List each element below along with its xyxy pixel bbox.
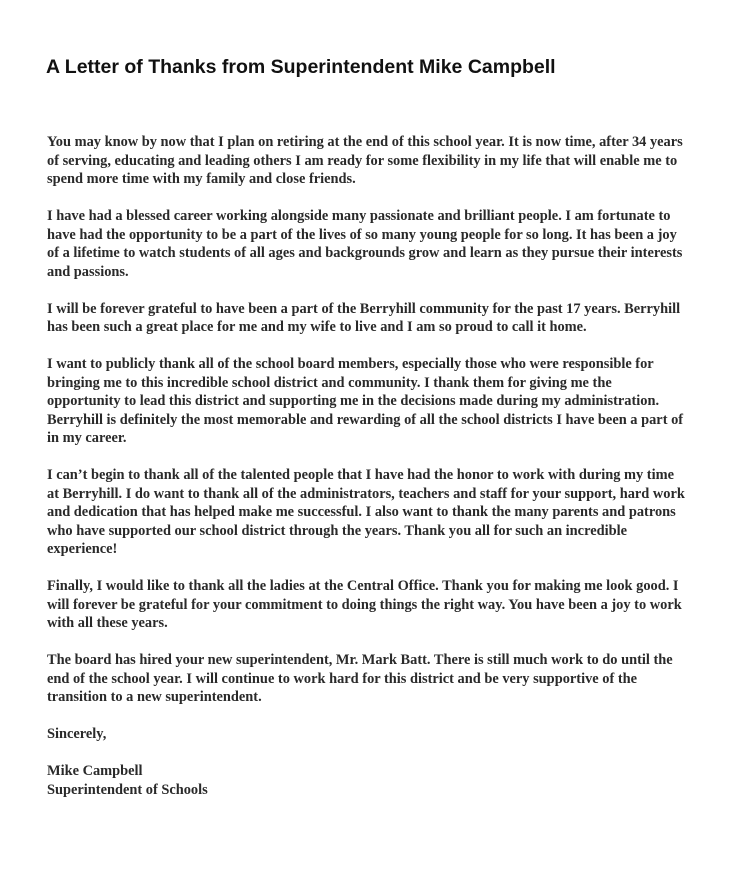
- signature-block: [47, 762, 687, 799]
- paragraph-central-office: Finally, I would like to thank all the ladies at the Central Office. Thank you for making me look good. I will forever be grateful for your commitment to doing things the right way. You have been a joy to work with all these years.: [47, 578, 682, 631]
- letter-closing: Sincerely,: [47, 726, 107, 742]
- letter-title: A Letter of Thanks from Superintendent Mike Campbell: [46, 56, 556, 78]
- signer-name: Mike Campbell: [47, 763, 143, 779]
- paragraph-new-superintendent: The board has hired your new superintendent, Mr. Mark Batt. There is still much work to do until the end of the school year. I will continue to work hard for this district and be very supportive of the transition to a new superintendent.: [47, 652, 673, 705]
- paragraph-school-board: I want to publicly thank all of the school board members, especially those who were responsible for bringing me to this incredible school district and community. I thank them for giving me the opportunity to lead this district and supporting me in the decisions made during my administration. Berryhill is definitely the most memorable and rewarding of all the school districts I have been a part of in my career.: [47, 356, 684, 446]
- paragraph-career: I have had a blessed career working alongside many passionate and brilliant people. I am fortunate to have had the opportunity to be a part of the lives of so many young people for so long. It has been a joy of a lifetime to watch students of all ages and backgrounds grow and learn as they pursue their interests and passions.: [47, 208, 683, 280]
- paragraph-staff: I can’t begin to thank all of the talented people that I have had the honor to work with during my time at Berryhill. I do want to thank all of the administrators, teachers and staff for your support, hard work and dedication that has helped make me successful. I also want to thank the many parents and patrons who have supported our school district through the years. Thank you all for such an incredible experience!: [47, 467, 685, 557]
- paragraph-community: I will be forever grateful to have been a part of the Berryhill community for the past 17 years. Berryhill has been such a great place for me and my wife to live and I am so proud to call it home.: [47, 300, 681, 335]
- paragraph-retirement: You may know by now that I plan on retiring at the end of this school year. It is now time, after 34 years of serving, educating and leading others I am ready for some flexibility in my life that will enable me to spend more time with my family and close friends.: [47, 134, 683, 187]
- letter-body: [47, 133, 687, 799]
- signer-title: Superintendent of Schools: [47, 781, 208, 798]
